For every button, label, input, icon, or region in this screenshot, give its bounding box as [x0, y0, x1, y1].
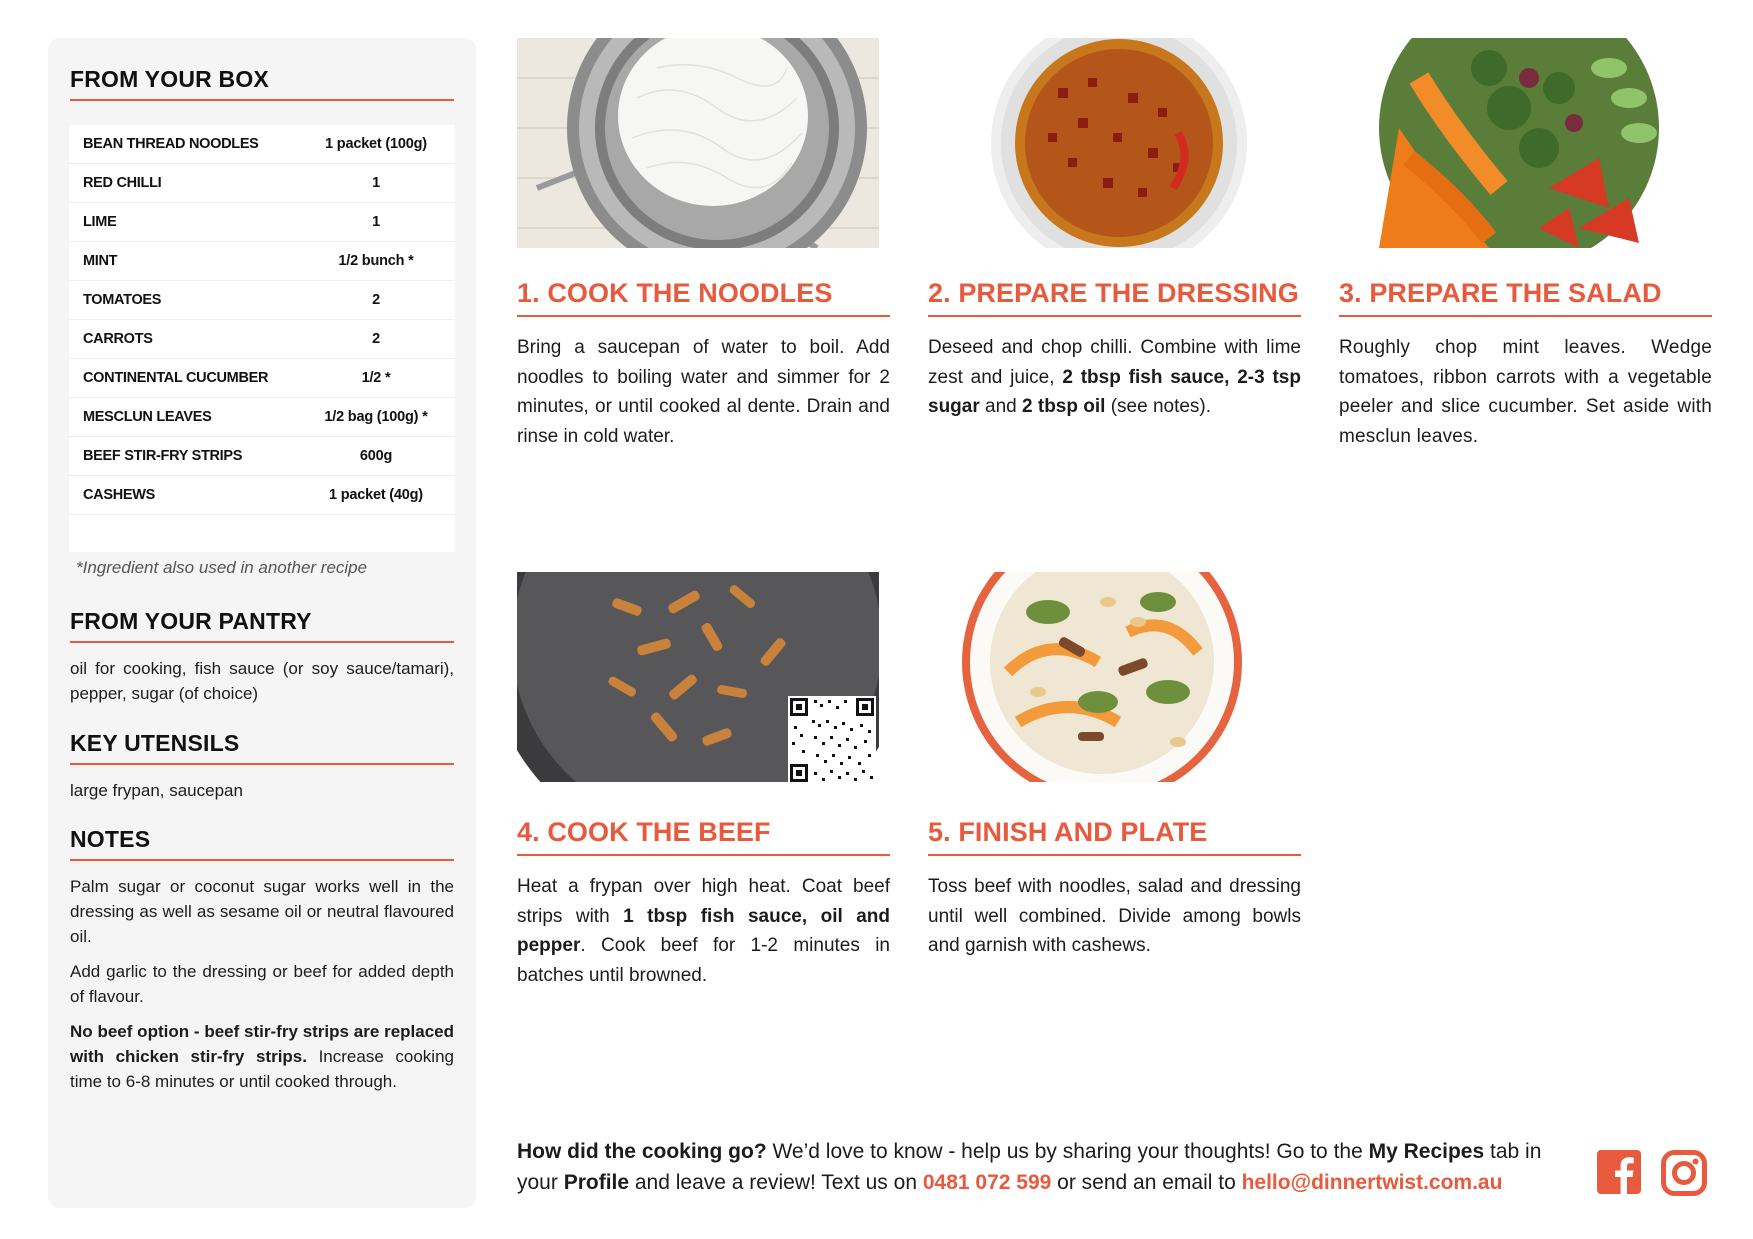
notes-heading: NOTES [70, 826, 454, 861]
step-4-bold: 1 tbsp fish sauce, oil and pepper [517, 905, 890, 956]
from-box-heading: FROM YOUR BOX [70, 66, 454, 101]
ingredient-name: BEAN THREAD NOODLES [83, 136, 259, 152]
step-5-title: 5. FINISH AND PLATE [928, 817, 1301, 856]
utensils-text: large frypan, saucepan [70, 781, 243, 800]
ingredient-qty: 1 packet (100g) [325, 136, 427, 152]
step-2-bold: 2 tbsp oil [1022, 396, 1106, 417]
step-4-text: . Cook beef for 1-2 minutes in batches until browned. [517, 935, 890, 986]
ingredient-row [69, 164, 455, 203]
finished-plate-photo [928, 572, 1290, 782]
footer-question: How did the cooking go? [517, 1140, 767, 1163]
ingredient-row [69, 398, 455, 437]
step-4-text: Heat a frypan over high heat. Coat beef strips with [517, 876, 890, 927]
step-2-text: and [979, 396, 1023, 417]
utensils-heading: KEY UTENSILS [70, 730, 454, 765]
salad-photo [1339, 38, 1701, 248]
note-2: Add garlic to the dressing or beef for added depth of flavour. [70, 962, 454, 1006]
ingredient-qty: 600g [359, 448, 393, 464]
footer-text: We’d love to know - help us by sharing your thoughts! Go to the [766, 1140, 1369, 1163]
ingredient-name: CONTINENTAL CUCUMBER [83, 370, 269, 386]
pantry-heading: FROM YOUR PANTRY [70, 608, 454, 643]
noodles-photo [517, 38, 879, 248]
step-1-title: 1. COOK THE NOODLES [517, 278, 890, 317]
note-1: Palm sugar or coconut sugar works well in the dressing as well as sesame oil or neutral flavoured oil. [70, 877, 454, 946]
dressing-photo [928, 38, 1290, 248]
step-4-title: 4. COOK THE BEEF [517, 817, 890, 856]
step-2-text: Deseed and chop chilli. Combine with lime zest and juice, [928, 337, 1301, 388]
ingredient-row [69, 359, 455, 398]
facebook-icon[interactable] [1597, 1150, 1641, 1194]
ingredient-row [69, 437, 455, 476]
ingredient-row [69, 203, 455, 242]
my-recipes-label: My Recipes [1368, 1140, 1485, 1163]
ingredient-name: CARROTS [83, 331, 153, 347]
note-3-bold: No beef option - beef stir-fry strips are replaced with chicken stir-fry strips. [70, 1022, 454, 1066]
footer-text: or send an email to [1051, 1171, 1242, 1194]
email-link[interactable]: hello@dinnertwist.com.au [1241, 1171, 1503, 1194]
ingredient-qty: 1/2 bunch * [338, 253, 414, 269]
pantry-text: oil for cooking, fish sauce (or soy sauce/tamari), pepper, sugar (of choice) [70, 659, 454, 703]
footer-text: and leave a review! Text us on [629, 1171, 923, 1194]
step-3-body: Roughly chop mint leaves. Wedge tomatoes, ribbon carrots with a vegetable peeler and slice cucumber. Set aside with mesclun leaves. [1339, 337, 1712, 447]
footer-text: tab in your [517, 1140, 1542, 1194]
phone-link[interactable]: 0481 072 599 [922, 1171, 1052, 1194]
step-3-title: 3. PREPARE THE SALAD [1339, 278, 1712, 317]
ingredient-row [69, 320, 455, 359]
note-3 [70, 1019, 454, 1094]
ingredient-name: CASHEWS [83, 487, 156, 503]
ingredient-row [69, 125, 455, 164]
ingredient-name: MINT [83, 253, 118, 269]
ingredient-qty: 2 [372, 331, 380, 347]
note-3-rest: Increase cooking time to 6-8 minutes or until cooked through. [70, 1047, 454, 1091]
ingredient-name: LIME [83, 214, 117, 230]
ingredients-sidebar [48, 38, 476, 1208]
step-4-body [517, 872, 890, 990]
ingredient-name: TOMATOES [83, 292, 162, 308]
instagram-icon[interactable] [1661, 1150, 1707, 1196]
step-2-body [928, 333, 1301, 422]
qr-code-icon[interactable] [788, 696, 876, 784]
ingredient-row [69, 476, 455, 515]
ingredient-qty: 1/2 bag (100g) * [324, 409, 428, 425]
step-2-title: 2. PREPARE THE DRESSING [928, 278, 1301, 317]
ingredient-qty: 1/2 * [361, 370, 391, 386]
ingredient-qty: 2 [372, 292, 380, 308]
ingredient-qty: 1 [372, 175, 380, 191]
feedback-footer [517, 1136, 1567, 1198]
step-2-bold: 2 tbsp fish sauce, 2-3 tsp sugar [928, 366, 1301, 417]
profile-label: Profile [563, 1171, 630, 1194]
ingredient-qty: 1 [372, 214, 380, 230]
notes-text [70, 874, 454, 1104]
step-5-body: Toss beef with noodles, salad and dressing until well combined. Divide among bowls and garnish with cashews. [928, 876, 1301, 956]
ingredient-name: RED CHILLI [83, 175, 162, 191]
ingredients-table [69, 125, 455, 552]
ingredient-qty: 1 packet (40g) [329, 487, 423, 503]
ingredient-name: BEEF STIR-FRY STRIPS [83, 448, 243, 464]
ingredient-row [69, 281, 455, 320]
step-2-text: (see notes). [1105, 396, 1212, 417]
step-1-body: Bring a saucepan of water to boil. Add noodles to boiling water and simmer for 2 minutes, or until cooked al dente. Drain and rinse in cold water. [517, 337, 890, 447]
ingredient-footnote: *Ingredient also used in another recipe [76, 558, 368, 577]
ingredient-name: MESCLUN LEAVES [83, 409, 212, 425]
ingredient-row [69, 242, 455, 281]
